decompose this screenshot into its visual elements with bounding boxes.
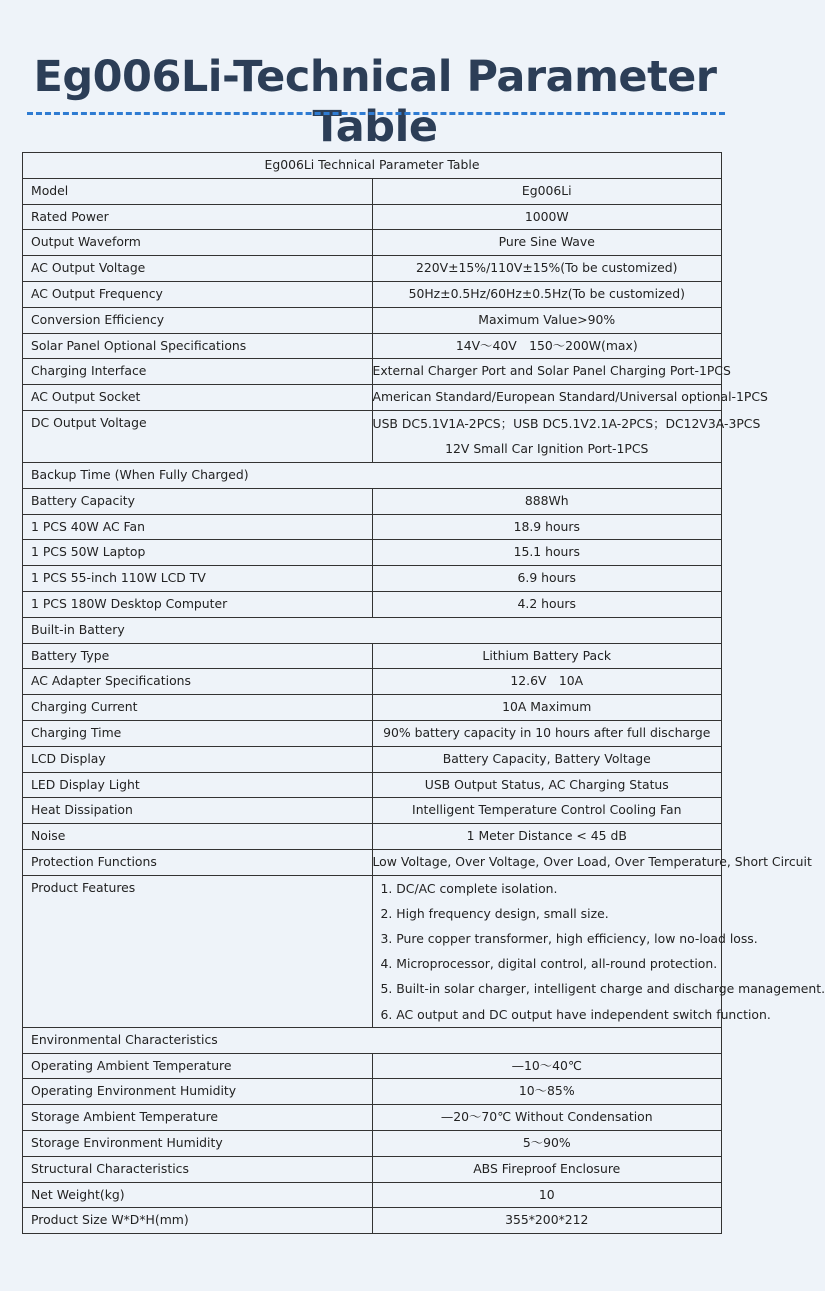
table-row: [23, 669, 722, 695]
param-name: Conversion Efficiency: [23, 307, 373, 333]
table-row: [23, 643, 722, 669]
param-value: Intelligent Temperature Control Cooling Fan: [372, 798, 722, 824]
param-name: LCD Display: [23, 746, 373, 772]
param-value: Lithium Battery Pack: [372, 643, 722, 669]
section-backup-time: Backup Time (When Fully Charged): [23, 462, 722, 488]
dashed-divider: [27, 112, 725, 115]
param-value: Pure Sine Wave: [372, 230, 722, 256]
table-row: [23, 1079, 722, 1105]
param-name: 1 PCS 55-inch 110W LCD TV: [23, 566, 373, 592]
param-value: 1 Meter Distance < 45 dB: [372, 824, 722, 850]
table-row: [23, 772, 722, 798]
table-row: [23, 1131, 722, 1157]
dc-output-value: [372, 410, 761, 462]
table-row: [23, 798, 722, 824]
table-row: [23, 204, 722, 230]
table-title: Eg006Li Technical Parameter Table: [23, 153, 722, 179]
param-value: ABS Fireproof Enclosure: [372, 1156, 722, 1182]
param-name: Storage Ambient Temperature: [23, 1105, 373, 1131]
param-name: DC Output Voltage: [23, 410, 373, 462]
param-value: Eg006Li: [372, 178, 722, 204]
param-value: 5～90%: [372, 1131, 722, 1157]
table-row: [23, 359, 722, 385]
table-row: [23, 410, 722, 462]
param-value: 10～85%: [372, 1079, 722, 1105]
table-row: [23, 695, 722, 721]
table-row: [23, 178, 722, 204]
param-name: Heat Dissipation: [23, 798, 373, 824]
product-features-list-line: 2. High frequency design, small size.: [380, 905, 609, 921]
table-row: [23, 1156, 722, 1182]
param-name: Storage Environment Humidity: [23, 1131, 373, 1157]
section-environmental: Environmental Characteristics: [23, 1027, 722, 1053]
param-value: —20～70℃ Without Condensation: [372, 1105, 722, 1131]
product-features-list: [372, 875, 825, 1027]
param-value: Maximum Value>90%: [372, 307, 722, 333]
param-name: Operating Ambient Temperature: [23, 1053, 373, 1079]
section-row: [23, 462, 722, 488]
table-row: [23, 333, 722, 359]
table-row: [23, 256, 722, 282]
param-value: 888Wh: [372, 488, 722, 514]
section-row: [23, 617, 722, 643]
param-name: Product Size W*D*H(mm): [23, 1208, 373, 1234]
param-name: AC Output Frequency: [23, 281, 373, 307]
param-name: Operating Environment Humidity: [23, 1079, 373, 1105]
table-row: [23, 514, 722, 540]
param-value: 10A Maximum: [372, 695, 722, 721]
param-value: 10: [372, 1182, 722, 1208]
product-features-list-line: 4. Microprocessor, digital control, all-round protection.: [380, 956, 718, 972]
table-row: [23, 849, 722, 875]
param-name: Charging Current: [23, 695, 373, 721]
param-value: 50Hz±0.5Hz/60Hz±0.5Hz(To be customized): [372, 281, 722, 307]
param-name: LED Display Light: [23, 772, 373, 798]
param-name: 1 PCS 50W Laptop: [23, 540, 373, 566]
product-features-list-line: 6. AC output and DC output have independent switch function.: [380, 1006, 771, 1022]
param-value: —10～40℃: [372, 1053, 722, 1079]
section-row: [23, 1027, 722, 1053]
table-row: [23, 230, 722, 256]
dc-output-value-line: USB DC5.1V1A-2PCS；USB DC5.1V2.1A-2PCS；DC12V3A-3PCS: [372, 415, 761, 431]
table-row: [23, 720, 722, 746]
product-features-list-line: 3. Pure copper transformer, high efficiency, low no-load loss.: [380, 931, 758, 947]
param-name: 1 PCS 40W AC Fan: [23, 514, 373, 540]
table-row: [23, 875, 722, 1027]
param-name: 1 PCS 180W Desktop Computer: [23, 591, 373, 617]
table-row: [23, 307, 722, 333]
table-row: [23, 824, 722, 850]
page-title: Eg006Li-Technical Parameter Table: [33, 52, 717, 152]
param-value: 15.1 hours: [372, 540, 722, 566]
param-value: USB Output Status, AC Charging Status: [372, 772, 722, 798]
param-name: Noise: [23, 824, 373, 850]
table-row: [23, 1105, 722, 1131]
param-value: 6.9 hours: [372, 566, 722, 592]
param-name: Charging Time: [23, 720, 373, 746]
param-value: Low Voltage, Over Voltage, Over Load, Over Temperature, Short Circuit: [372, 849, 722, 875]
table-row: [23, 566, 722, 592]
section-built-in-battery: Built-in Battery: [23, 617, 722, 643]
table-row: [23, 281, 722, 307]
product-features-list-line: 5. Built-in solar charger, intelligent charge and discharge management.: [380, 981, 825, 997]
table-row: [23, 540, 722, 566]
param-name: Structural Characteristics: [23, 1156, 373, 1182]
param-name: Model: [23, 178, 373, 204]
table-row: [23, 1182, 722, 1208]
param-name: Battery Capacity: [23, 488, 373, 514]
param-name: Battery Type: [23, 643, 373, 669]
param-value: 355*200*212: [372, 1208, 722, 1234]
table-row: [23, 746, 722, 772]
param-value: Battery Capacity, Battery Voltage: [372, 746, 722, 772]
param-value: 4.2 hours: [372, 591, 722, 617]
param-value: 14V～40V 150～200W(max): [372, 333, 722, 359]
table-row: [23, 1053, 722, 1079]
table-row: [23, 591, 722, 617]
dc-output-value-line: 12V Small Car Ignition Port-1PCS: [445, 441, 649, 457]
param-value: External Charger Port and Solar Panel Charging Port-1PCS: [372, 359, 722, 385]
param-value: 18.9 hours: [372, 514, 722, 540]
param-value: 12.6V 10A: [372, 669, 722, 695]
parameter-table: [22, 152, 825, 1234]
param-value: 220V±15%/110V±15%(To be customized): [372, 256, 722, 282]
param-name: Solar Panel Optional Specifications: [23, 333, 373, 359]
table-row: [23, 488, 722, 514]
param-value: 1000W: [372, 204, 722, 230]
param-name: Net Weight(kg): [23, 1182, 373, 1208]
param-name: Product Features: [23, 875, 373, 1027]
param-name: AC Output Socket: [23, 385, 373, 411]
param-name: Charging Interface: [23, 359, 373, 385]
table-title-row: [23, 153, 722, 179]
param-value: American Standard/European Standard/Universal optional-1PCS: [372, 385, 722, 411]
table-row: [23, 385, 722, 411]
param-name: AC Adapter Specifications: [23, 669, 373, 695]
param-name: Rated Power: [23, 204, 373, 230]
param-value: 90% battery capacity in 10 hours after full discharge: [372, 720, 722, 746]
param-name: Output Waveform: [23, 230, 373, 256]
param-name: Protection Functions: [23, 849, 373, 875]
param-name: AC Output Voltage: [23, 256, 373, 282]
table-row: [23, 1208, 722, 1234]
product-features-list-line: 1. DC/AC complete isolation.: [380, 880, 558, 896]
